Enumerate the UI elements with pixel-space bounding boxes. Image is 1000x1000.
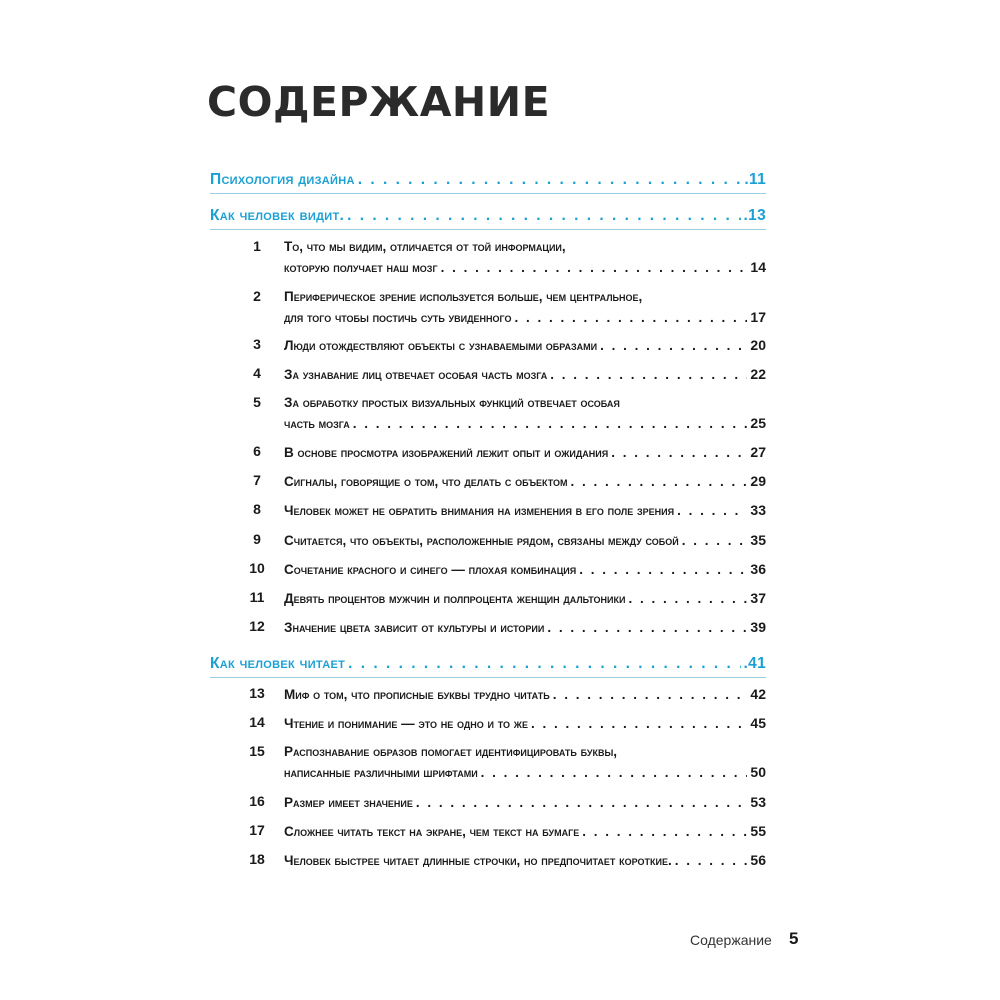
entry-page: 29 [750,473,766,489]
dot-leader [550,367,747,382]
entry-page: 37 [750,590,766,606]
entry-number: 15 [249,743,265,759]
entry-number: 17 [249,822,265,838]
section-divider [210,229,766,230]
dot-leader [628,591,747,606]
section-page: .11 [744,171,766,188]
entry-title-line: За узнавание лиц отвечает особая часть мозга [284,367,548,382]
dot-leader [547,620,747,635]
page-title: СОДЕРЖАНИЕ [207,78,551,126]
table-of-contents [210,0,770,1000]
dot-leader [531,716,747,731]
entry-number: 2 [253,288,261,304]
section-divider [210,677,766,678]
dot-leader [579,562,747,577]
toc-section-design-psychology[interactable] [210,171,766,189]
dot-leader [571,474,748,489]
entry-title-line: Человек может не обратить внимания на изменения в его поле зрения [284,503,675,518]
dot-leader [358,171,742,189]
entry-title-line: Сложнее читать текст на экране, чем текст на бумаге [284,824,580,839]
toc-entry[interactable] [284,794,766,810]
entry-number: 4 [253,365,261,381]
entry-number: 14 [249,714,265,730]
dot-leader [515,310,748,325]
entry-number: 7 [253,472,261,488]
dot-leader [481,765,748,780]
entry-number: 8 [253,501,261,517]
entry-number: 11 [249,589,265,605]
toc-entry[interactable] [284,395,766,431]
section-label: Психология дизайна [210,171,355,188]
toc-entry[interactable] [284,502,766,518]
toc-entry[interactable] [284,337,766,353]
dot-leader [553,687,748,702]
entry-page: 25 [750,415,766,431]
entry-title-line: В основе просмотра изображений лежит опыт и ожидания [284,445,609,460]
dot-leader [682,533,748,548]
toc-section-how-people-see[interactable] [210,207,766,225]
dot-leader [675,853,748,868]
dot-leader [348,655,740,673]
toc-entry[interactable] [284,823,766,839]
entry-page: 53 [750,794,766,810]
entry-title-line: написанные различными шрифтами [284,765,478,780]
toc-entry[interactable] [284,532,766,548]
entry-number: 18 [249,851,265,867]
entry-number: 12 [249,618,265,634]
entry-page: 33 [750,502,766,518]
toc-entry[interactable] [284,561,766,577]
toc-entry[interactable] [284,239,766,275]
toc-entry[interactable] [284,715,766,731]
dot-leader [677,503,747,518]
toc-entry[interactable] [284,744,766,780]
entry-title-line: для того чтобы постичь суть увиденного [284,310,512,325]
entry-title-line: За обработку простых визуальных функций отвечает особая [284,395,620,410]
entry-title-line: часть мозга [284,416,350,431]
entry-number: 10 [249,560,265,576]
toc-entry[interactable] [284,289,766,325]
toc-entry[interactable] [284,366,766,382]
toc-entry[interactable] [284,852,766,868]
entry-page: 42 [750,686,766,702]
dot-leader [416,795,748,810]
entry-title-line: Человек быстрее читает длинные строчки, но предпочитает короткие. [284,853,672,868]
entry-title-line: Девять процентов мужчин и полпроцента женщин дальтоники [284,591,626,606]
entry-title-line: Периферическое зрение используется больше, чем центральное, [284,289,643,304]
section-page: .41 [743,655,766,672]
entry-page: 20 [750,337,766,353]
entry-page: 22 [750,366,766,382]
dot-leader [582,824,747,839]
entry-title-line: которую получает наш мозг [284,260,438,275]
toc-entry[interactable] [284,473,766,489]
toc-entry[interactable] [284,444,766,460]
entry-page: 14 [750,259,766,275]
entry-number: 1 [253,238,261,254]
section-label: Как человек читает [210,655,346,672]
dot-leader [441,260,748,275]
entry-number: 3 [253,336,261,352]
entry-title-line: Сигналы, говорящие о том, что делать с объектом [284,474,568,489]
entry-page: 39 [750,619,766,635]
entry-page: 56 [750,852,766,868]
entry-page: 55 [750,823,766,839]
entry-page: 36 [750,561,766,577]
toc-entry[interactable] [284,686,766,702]
section-divider [210,193,766,194]
entry-number: 6 [253,443,261,459]
dot-leader [347,207,740,225]
entry-title-line: Чтение и понимание — это не одно и то же [284,716,528,731]
entry-number: 5 [253,394,261,410]
entry-title-line: Значение цвета зависит от культуры и истории [284,620,545,635]
entry-title-line: Считается, что объекты, расположенные рядом, связаны между собой [284,533,679,548]
toc-section-how-people-read[interactable] [210,655,766,673]
dot-leader [611,445,747,460]
entry-page: 27 [750,444,766,460]
entry-title-line: Сочетание красного и синего — плохая комбинация [284,562,577,577]
entry-number: 16 [249,793,265,809]
entry-title-line: То, что мы видим, отличается от той информации, [284,239,566,254]
running-footer-label: Содержание [690,932,772,948]
section-page: .13 [743,207,766,224]
dot-leader [353,416,748,431]
entry-title-line: Размер имеет значение [284,795,413,810]
entry-title-line: Распознавание образов помогает идентифицировать буквы, [284,744,618,759]
toc-entry[interactable] [284,590,766,606]
page-number: 5 [789,929,799,948]
entry-title-line: Люди отождествляют объекты с узнаваемыми образами [284,338,598,353]
entry-page: 45 [750,715,766,731]
entry-page: 17 [750,309,766,325]
section-label: Как человек видит. [210,207,345,224]
entry-page: 50 [750,764,766,780]
entry-number: 9 [253,531,261,547]
entry-number: 13 [249,685,265,701]
dot-leader [600,338,747,353]
entry-title-line: Миф о том, что прописные буквы трудно читать [284,687,550,702]
entry-page: 35 [750,532,766,548]
toc-entry[interactable] [284,619,766,635]
